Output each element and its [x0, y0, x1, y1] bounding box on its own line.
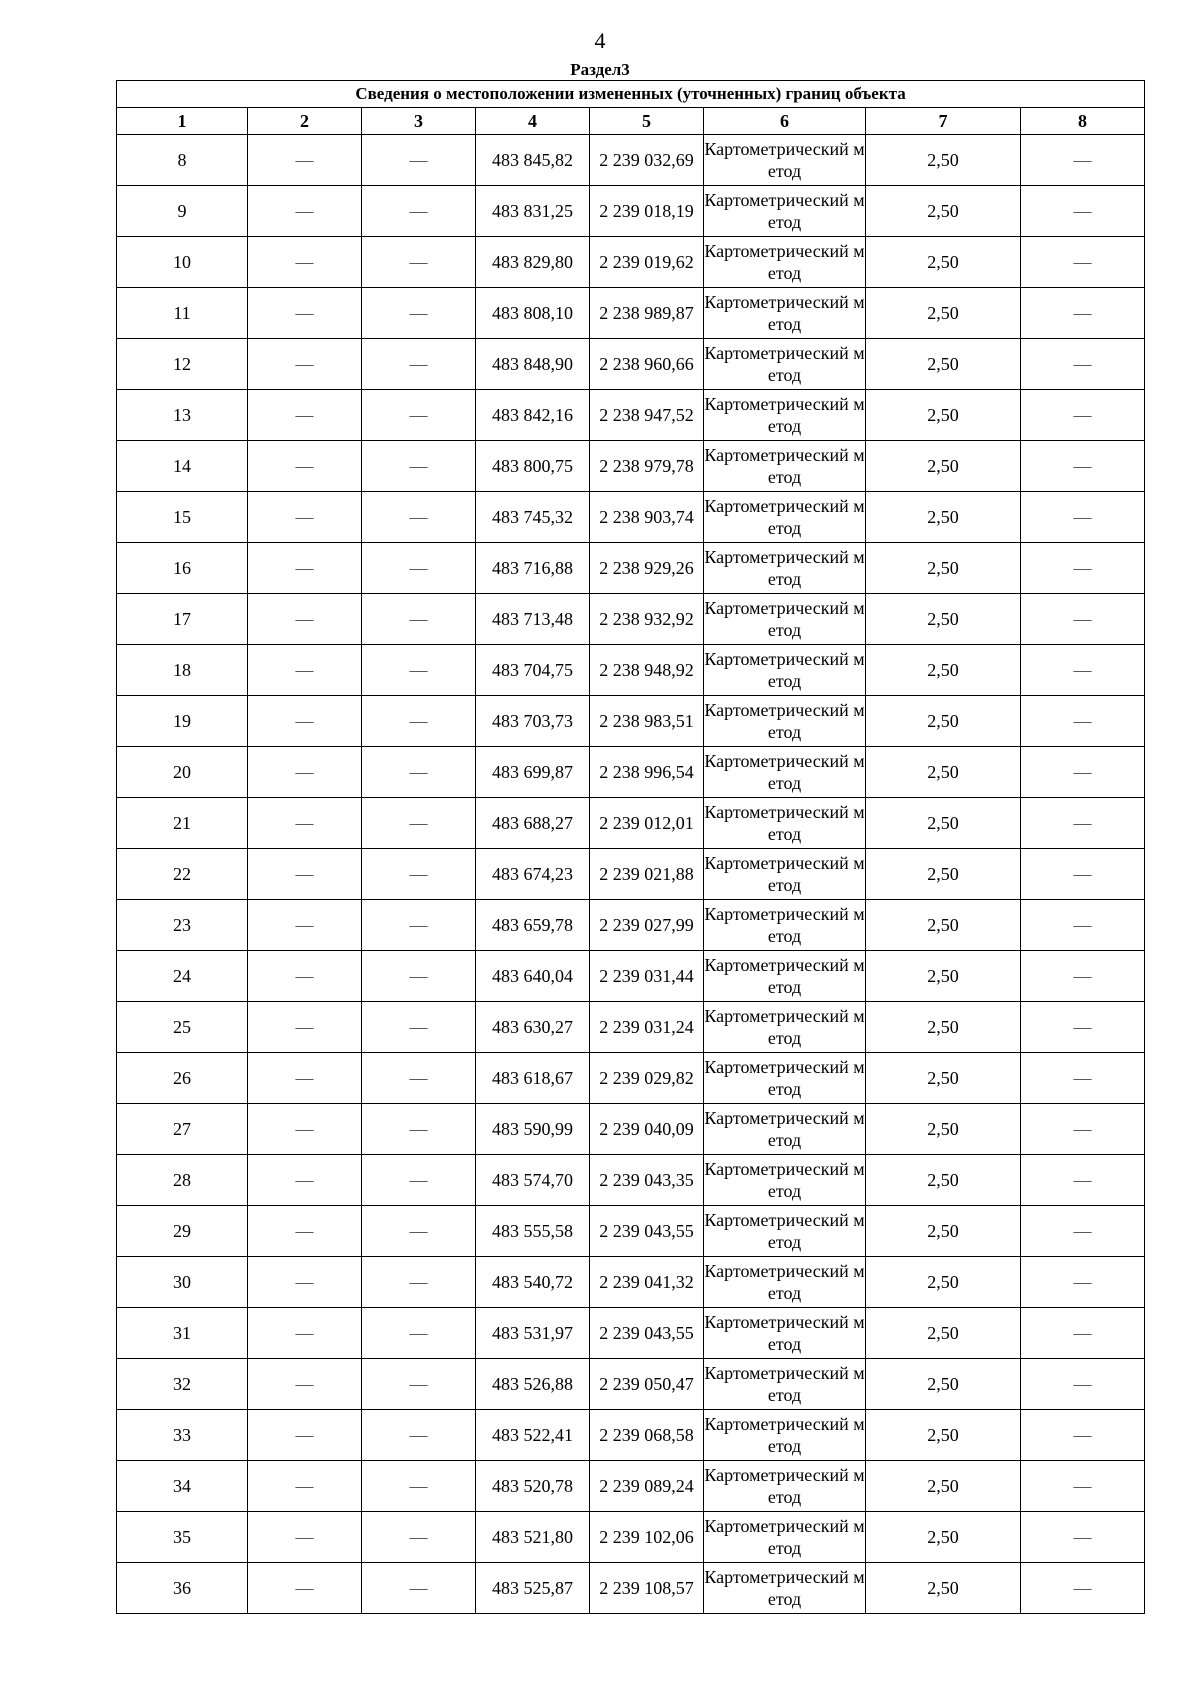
accuracy-cell: 2,50: [866, 135, 1021, 186]
method-cell: Картометрический метод: [704, 441, 866, 492]
y-coordinate-cell: 2 239 018,19: [590, 186, 704, 237]
x-coordinate-cell: 483 526,88: [476, 1359, 590, 1410]
point-number-cell: 12: [117, 339, 248, 390]
col8-cell: —: [1021, 1308, 1145, 1359]
col2-cell: —: [248, 798, 362, 849]
method-cell: Картометрический метод: [704, 288, 866, 339]
col8-cell: —: [1021, 288, 1145, 339]
table-row: [117, 1512, 1145, 1563]
point-number-cell: 26: [117, 1053, 248, 1104]
table-row: [117, 288, 1145, 339]
col2-cell: —: [248, 135, 362, 186]
method-cell: Картометрический метод: [704, 594, 866, 645]
y-coordinate-cell: 2 239 032,69: [590, 135, 704, 186]
col8-cell: —: [1021, 696, 1145, 747]
col2-cell: —: [248, 1206, 362, 1257]
table-row: [117, 1002, 1145, 1053]
accuracy-cell: 2,50: [866, 1461, 1021, 1512]
col3-cell: —: [362, 1359, 476, 1410]
point-number-cell: 27: [117, 1104, 248, 1155]
col2-cell: —: [248, 696, 362, 747]
y-coordinate-cell: 2 239 012,01: [590, 798, 704, 849]
col2-cell: —: [248, 645, 362, 696]
method-cell: Картометрический метод: [704, 1461, 866, 1512]
col3-cell: —: [362, 849, 476, 900]
y-coordinate-cell: 2 239 040,09: [590, 1104, 704, 1155]
col3-cell: —: [362, 594, 476, 645]
col2-cell: —: [248, 1104, 362, 1155]
method-cell: Картометрический метод: [704, 1359, 866, 1410]
method-cell: Картометрический метод: [704, 237, 866, 288]
table-header-row: [117, 108, 1145, 135]
x-coordinate-cell: 483 842,16: [476, 390, 590, 441]
y-coordinate-cell: 2 239 108,57: [590, 1563, 704, 1614]
col3-cell: —: [362, 237, 476, 288]
point-number-cell: 31: [117, 1308, 248, 1359]
point-number-cell: 24: [117, 951, 248, 1002]
col8-cell: —: [1021, 1410, 1145, 1461]
y-coordinate-cell: 2 238 903,74: [590, 492, 704, 543]
col2-cell: —: [248, 849, 362, 900]
table-row: [117, 747, 1145, 798]
col8-cell: —: [1021, 237, 1145, 288]
accuracy-cell: 2,50: [866, 594, 1021, 645]
accuracy-cell: 2,50: [866, 951, 1021, 1002]
table-row: [117, 900, 1145, 951]
col2-cell: —: [248, 390, 362, 441]
table-row: [117, 543, 1145, 594]
method-cell: Картометрический метод: [704, 696, 866, 747]
table-caption-row: [117, 81, 1145, 108]
table-row: [117, 951, 1145, 1002]
col3-cell: —: [362, 135, 476, 186]
y-coordinate-cell: 2 238 979,78: [590, 441, 704, 492]
x-coordinate-cell: 483 574,70: [476, 1155, 590, 1206]
accuracy-cell: 2,50: [866, 390, 1021, 441]
col8-cell: —: [1021, 747, 1145, 798]
col3-cell: —: [362, 186, 476, 237]
col8-cell: —: [1021, 543, 1145, 594]
table-row: [117, 441, 1145, 492]
col3-cell: —: [362, 1002, 476, 1053]
col3-cell: —: [362, 1155, 476, 1206]
table-row: [117, 1410, 1145, 1461]
col8-cell: —: [1021, 1512, 1145, 1563]
x-coordinate-cell: 483 703,73: [476, 696, 590, 747]
page-number: 4: [594, 28, 606, 53]
method-cell: Картометрический метод: [704, 390, 866, 441]
point-number-cell: 9: [117, 186, 248, 237]
point-number-cell: 36: [117, 1563, 248, 1614]
col2-cell: —: [248, 1461, 362, 1512]
y-coordinate-cell: 2 239 102,06: [590, 1512, 704, 1563]
accuracy-cell: 2,50: [866, 1410, 1021, 1461]
y-coordinate-cell: 2 239 031,44: [590, 951, 704, 1002]
method-cell: Картометрический метод: [704, 1410, 866, 1461]
y-coordinate-cell: 2 239 068,58: [590, 1410, 704, 1461]
x-coordinate-cell: 483 848,90: [476, 339, 590, 390]
col3-cell: —: [362, 1410, 476, 1461]
accuracy-cell: 2,50: [866, 1257, 1021, 1308]
column-header: 3: [362, 108, 476, 135]
col3-cell: —: [362, 1104, 476, 1155]
accuracy-cell: 2,50: [866, 543, 1021, 594]
col3-cell: —: [362, 696, 476, 747]
point-number-cell: 13: [117, 390, 248, 441]
table-caption: Сведения о местоположении измененных (уточненных) границ объекта: [117, 81, 1145, 108]
method-cell: Картометрический метод: [704, 798, 866, 849]
accuracy-cell: 2,50: [866, 747, 1021, 798]
table-row: [117, 1257, 1145, 1308]
y-coordinate-cell: 2 238 983,51: [590, 696, 704, 747]
col3-cell: —: [362, 339, 476, 390]
accuracy-cell: 2,50: [866, 645, 1021, 696]
col8-cell: —: [1021, 186, 1145, 237]
y-coordinate-cell: 2 238 929,26: [590, 543, 704, 594]
method-cell: Картометрический метод: [704, 1002, 866, 1053]
x-coordinate-cell: 483 808,10: [476, 288, 590, 339]
method-cell: Картометрический метод: [704, 1257, 866, 1308]
accuracy-cell: 2,50: [866, 186, 1021, 237]
col3-cell: —: [362, 1512, 476, 1563]
method-cell: Картометрический метод: [704, 1053, 866, 1104]
method-cell: Картометрический метод: [704, 1308, 866, 1359]
method-cell: Картометрический метод: [704, 747, 866, 798]
col3-cell: —: [362, 288, 476, 339]
coordinates-table: [116, 80, 1145, 1614]
accuracy-cell: 2,50: [866, 441, 1021, 492]
point-number-cell: 29: [117, 1206, 248, 1257]
y-coordinate-cell: 2 239 043,35: [590, 1155, 704, 1206]
accuracy-cell: 2,50: [866, 1206, 1021, 1257]
method-cell: Картометрический метод: [704, 900, 866, 951]
point-number-cell: 17: [117, 594, 248, 645]
table-row: [117, 1359, 1145, 1410]
x-coordinate-cell: 483 531,97: [476, 1308, 590, 1359]
accuracy-cell: 2,50: [866, 1563, 1021, 1614]
col3-cell: —: [362, 798, 476, 849]
col8-cell: —: [1021, 492, 1145, 543]
table-row: [117, 390, 1145, 441]
method-cell: Картометрический метод: [704, 135, 866, 186]
col8-cell: —: [1021, 798, 1145, 849]
y-coordinate-cell: 2 238 960,66: [590, 339, 704, 390]
point-number-cell: 23: [117, 900, 248, 951]
column-header: 2: [248, 108, 362, 135]
col3-cell: —: [362, 441, 476, 492]
x-coordinate-cell: 483 522,41: [476, 1410, 590, 1461]
point-number-cell: 22: [117, 849, 248, 900]
y-coordinate-cell: 2 239 089,24: [590, 1461, 704, 1512]
x-coordinate-cell: 483 520,78: [476, 1461, 590, 1512]
col2-cell: —: [248, 747, 362, 798]
table-row: [117, 1308, 1145, 1359]
method-cell: Картометрический метод: [704, 645, 866, 696]
table-row: [117, 696, 1145, 747]
col2-cell: —: [248, 186, 362, 237]
y-coordinate-cell: 2 239 041,32: [590, 1257, 704, 1308]
y-coordinate-cell: 2 239 027,99: [590, 900, 704, 951]
column-header: 8: [1021, 108, 1145, 135]
col2-cell: —: [248, 1410, 362, 1461]
y-coordinate-cell: 2 238 947,52: [590, 390, 704, 441]
method-cell: Картометрический метод: [704, 339, 866, 390]
col8-cell: —: [1021, 1563, 1145, 1614]
accuracy-cell: 2,50: [866, 1155, 1021, 1206]
section-title: Раздел3: [570, 60, 630, 79]
method-cell: Картометрический метод: [704, 849, 866, 900]
accuracy-cell: 2,50: [866, 1308, 1021, 1359]
method-cell: Картометрический метод: [704, 1512, 866, 1563]
x-coordinate-cell: 483 555,58: [476, 1206, 590, 1257]
table-row: [117, 594, 1145, 645]
table-row: [117, 1461, 1145, 1512]
col3-cell: —: [362, 492, 476, 543]
y-coordinate-cell: 2 239 029,82: [590, 1053, 704, 1104]
method-cell: Картометрический метод: [704, 951, 866, 1002]
col2-cell: —: [248, 441, 362, 492]
col3-cell: —: [362, 390, 476, 441]
col2-cell: —: [248, 543, 362, 594]
point-number-cell: 32: [117, 1359, 248, 1410]
point-number-cell: 20: [117, 747, 248, 798]
col3-cell: —: [362, 1257, 476, 1308]
table-row: [117, 1563, 1145, 1614]
y-coordinate-cell: 2 239 050,47: [590, 1359, 704, 1410]
table-row: [117, 186, 1145, 237]
col8-cell: —: [1021, 1359, 1145, 1410]
accuracy-cell: 2,50: [866, 900, 1021, 951]
col8-cell: —: [1021, 441, 1145, 492]
point-number-cell: 16: [117, 543, 248, 594]
accuracy-cell: 2,50: [866, 798, 1021, 849]
method-cell: Картометрический метод: [704, 186, 866, 237]
col8-cell: —: [1021, 1053, 1145, 1104]
point-number-cell: 33: [117, 1410, 248, 1461]
col2-cell: —: [248, 1512, 362, 1563]
col2-cell: —: [248, 237, 362, 288]
col2-cell: —: [248, 900, 362, 951]
table-row: [117, 1104, 1145, 1155]
y-coordinate-cell: 2 238 996,54: [590, 747, 704, 798]
col2-cell: —: [248, 594, 362, 645]
accuracy-cell: 2,50: [866, 1512, 1021, 1563]
x-coordinate-cell: 483 716,88: [476, 543, 590, 594]
x-coordinate-cell: 483 525,87: [476, 1563, 590, 1614]
accuracy-cell: 2,50: [866, 696, 1021, 747]
x-coordinate-cell: 483 713,48: [476, 594, 590, 645]
x-coordinate-cell: 483 704,75: [476, 645, 590, 696]
x-coordinate-cell: 483 745,32: [476, 492, 590, 543]
table-row: [117, 492, 1145, 543]
table-row: [117, 339, 1145, 390]
col3-cell: —: [362, 1461, 476, 1512]
point-number-cell: 18: [117, 645, 248, 696]
col8-cell: —: [1021, 135, 1145, 186]
column-header: 6: [704, 108, 866, 135]
y-coordinate-cell: 2 238 932,92: [590, 594, 704, 645]
x-coordinate-cell: 483 521,80: [476, 1512, 590, 1563]
col8-cell: —: [1021, 1206, 1145, 1257]
col3-cell: —: [362, 645, 476, 696]
point-number-cell: 28: [117, 1155, 248, 1206]
method-cell: Картометрический метод: [704, 1206, 866, 1257]
accuracy-cell: 2,50: [866, 1104, 1021, 1155]
point-number-cell: 25: [117, 1002, 248, 1053]
x-coordinate-cell: 483 829,80: [476, 237, 590, 288]
y-coordinate-cell: 2 239 021,88: [590, 849, 704, 900]
y-coordinate-cell: 2 238 948,92: [590, 645, 704, 696]
col8-cell: —: [1021, 594, 1145, 645]
col8-cell: —: [1021, 1155, 1145, 1206]
x-coordinate-cell: 483 674,23: [476, 849, 590, 900]
point-number-cell: 35: [117, 1512, 248, 1563]
table-row: [117, 849, 1145, 900]
table-row: [117, 1206, 1145, 1257]
x-coordinate-cell: 483 618,67: [476, 1053, 590, 1104]
col2-cell: —: [248, 1257, 362, 1308]
method-cell: Картометрический метод: [704, 1104, 866, 1155]
col2-cell: —: [248, 1002, 362, 1053]
col8-cell: —: [1021, 339, 1145, 390]
table-row: [117, 237, 1145, 288]
col2-cell: —: [248, 951, 362, 1002]
table-row: [117, 135, 1145, 186]
point-number-cell: 8: [117, 135, 248, 186]
table-row: [117, 1053, 1145, 1104]
col8-cell: —: [1021, 900, 1145, 951]
accuracy-cell: 2,50: [866, 1002, 1021, 1053]
accuracy-cell: 2,50: [866, 492, 1021, 543]
point-number-cell: 14: [117, 441, 248, 492]
col3-cell: —: [362, 1308, 476, 1359]
accuracy-cell: 2,50: [866, 1359, 1021, 1410]
col2-cell: —: [248, 288, 362, 339]
col8-cell: —: [1021, 1257, 1145, 1308]
col3-cell: —: [362, 543, 476, 594]
col8-cell: —: [1021, 951, 1145, 1002]
col3-cell: —: [362, 1053, 476, 1104]
x-coordinate-cell: 483 831,25: [476, 186, 590, 237]
column-header: 5: [590, 108, 704, 135]
accuracy-cell: 2,50: [866, 339, 1021, 390]
table-row: [117, 645, 1145, 696]
accuracy-cell: 2,50: [866, 237, 1021, 288]
col2-cell: —: [248, 1359, 362, 1410]
table-row: [117, 1155, 1145, 1206]
col8-cell: —: [1021, 645, 1145, 696]
y-coordinate-cell: 2 239 043,55: [590, 1308, 704, 1359]
col2-cell: —: [248, 1155, 362, 1206]
col2-cell: —: [248, 339, 362, 390]
x-coordinate-cell: 483 590,99: [476, 1104, 590, 1155]
x-coordinate-cell: 483 640,04: [476, 951, 590, 1002]
point-number-cell: 19: [117, 696, 248, 747]
x-coordinate-cell: 483 688,27: [476, 798, 590, 849]
accuracy-cell: 2,50: [866, 849, 1021, 900]
col2-cell: —: [248, 1308, 362, 1359]
method-cell: Картометрический метод: [704, 543, 866, 594]
col3-cell: —: [362, 951, 476, 1002]
x-coordinate-cell: 483 699,87: [476, 747, 590, 798]
y-coordinate-cell: 2 239 019,62: [590, 237, 704, 288]
col8-cell: —: [1021, 390, 1145, 441]
col8-cell: —: [1021, 1461, 1145, 1512]
col3-cell: —: [362, 900, 476, 951]
x-coordinate-cell: 483 540,72: [476, 1257, 590, 1308]
column-header: 4: [476, 108, 590, 135]
y-coordinate-cell: 2 238 989,87: [590, 288, 704, 339]
y-coordinate-cell: 2 239 031,24: [590, 1002, 704, 1053]
point-number-cell: 15: [117, 492, 248, 543]
column-header: 1: [117, 108, 248, 135]
x-coordinate-cell: 483 845,82: [476, 135, 590, 186]
column-header: 7: [866, 108, 1021, 135]
x-coordinate-cell: 483 630,27: [476, 1002, 590, 1053]
table-row: [117, 798, 1145, 849]
point-number-cell: 10: [117, 237, 248, 288]
col8-cell: —: [1021, 1002, 1145, 1053]
col3-cell: —: [362, 1563, 476, 1614]
col3-cell: —: [362, 747, 476, 798]
col2-cell: —: [248, 1053, 362, 1104]
x-coordinate-cell: 483 659,78: [476, 900, 590, 951]
x-coordinate-cell: 483 800,75: [476, 441, 590, 492]
method-cell: Картометрический метод: [704, 1563, 866, 1614]
point-number-cell: 30: [117, 1257, 248, 1308]
accuracy-cell: 2,50: [866, 288, 1021, 339]
point-number-cell: 34: [117, 1461, 248, 1512]
col8-cell: —: [1021, 1104, 1145, 1155]
col3-cell: —: [362, 1206, 476, 1257]
method-cell: Картометрический метод: [704, 1155, 866, 1206]
col2-cell: —: [248, 492, 362, 543]
point-number-cell: 21: [117, 798, 248, 849]
col8-cell: —: [1021, 849, 1145, 900]
accuracy-cell: 2,50: [866, 1053, 1021, 1104]
y-coordinate-cell: 2 239 043,55: [590, 1206, 704, 1257]
method-cell: Картометрический метод: [704, 492, 866, 543]
point-number-cell: 11: [117, 288, 248, 339]
col2-cell: —: [248, 1563, 362, 1614]
